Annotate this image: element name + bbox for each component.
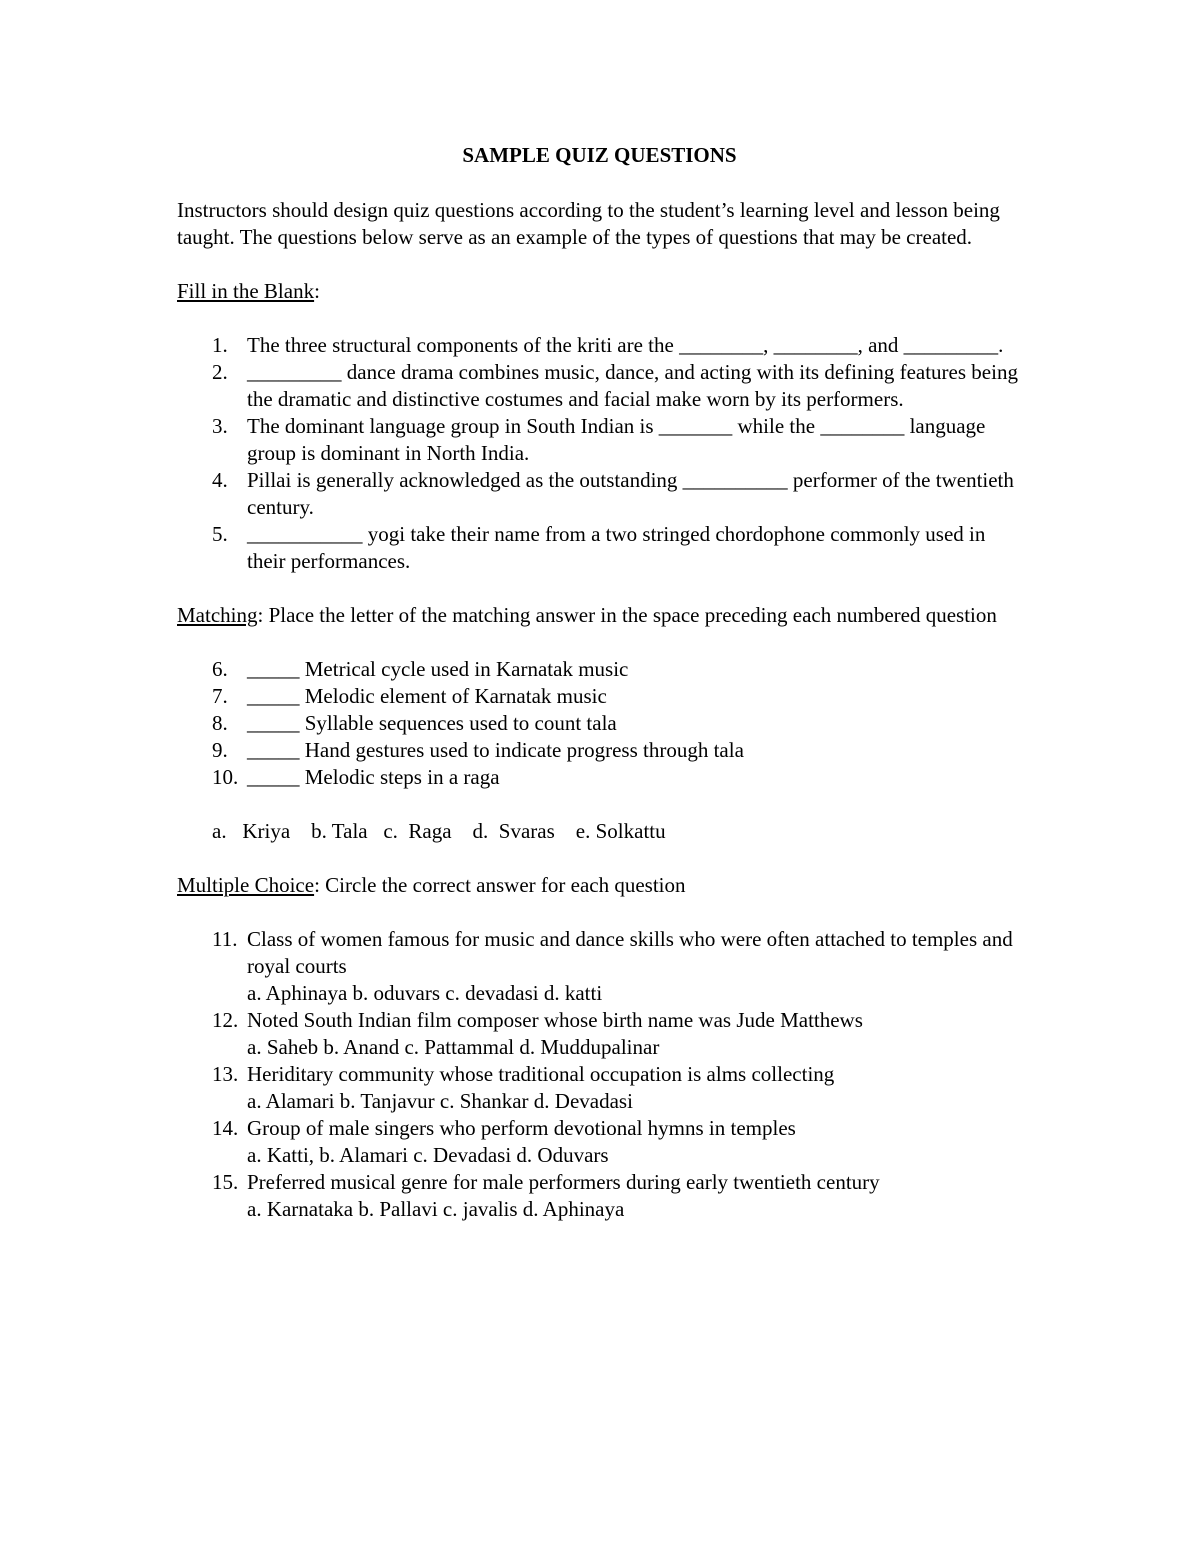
question-text: _____ Metrical cycle used in Karnatak music: [247, 657, 629, 681]
question-text: _____ Syllable sequences used to count tala: [247, 711, 617, 735]
question-text: _____ Melodic element of Karnatak music: [247, 684, 607, 708]
question-text: Preferred musical genre for male performers during early twentieth century: [247, 1170, 880, 1194]
answer-options: a. Saheb b. Anand c. Pattammal d. Muddupalinar: [247, 1035, 660, 1059]
fill-blank-heading-suffix: :: [314, 279, 320, 303]
list-item: [177, 926, 1027, 1007]
multiple-choice-heading-suffix: : Circle the correct answer for each question: [314, 873, 686, 897]
question-number: 5.: [212, 522, 228, 546]
question-text: _____ Melodic steps in a raga: [247, 765, 500, 789]
question-number: 15.: [212, 1170, 239, 1194]
list-item: [177, 467, 1027, 521]
question-number: 11.: [212, 927, 238, 951]
question-number: 6.: [212, 657, 228, 681]
question-text: Group of male singers who perform devotional hymns in temples: [247, 1116, 796, 1140]
question-number: 8.: [212, 711, 228, 735]
question-number: 4.: [212, 468, 228, 492]
question-text: ___________ yogi take their name from a two stringed chordophone commonly used in their performances.: [247, 522, 986, 573]
question-text: Pillai is generally acknowledged as the outstanding __________ performer of the twentieth century.: [247, 468, 1014, 519]
question-number: 1.: [212, 333, 228, 357]
list-item: [177, 359, 1027, 413]
page-title: SAMPLE QUIZ QUESTIONS: [462, 143, 737, 167]
question-text: The dominant language group in South Indian is _______ while the ________ language group is dominant in North India.: [247, 414, 986, 465]
question-number: 7.: [212, 684, 228, 708]
list-item: [177, 656, 1027, 683]
list-item: [177, 521, 1027, 575]
question-text: Heriditary community whose traditional occupation is alms collecting: [247, 1062, 835, 1086]
list-item: [177, 1007, 1027, 1061]
question-text: _____ Hand gestures used to indicate progress through tala: [247, 738, 744, 762]
question-number: 13.: [212, 1062, 239, 1086]
fill-blank-heading: [177, 278, 1027, 305]
question-number: 12.: [212, 1008, 239, 1032]
list-item: [177, 1115, 1027, 1169]
list-item: [177, 1061, 1027, 1115]
intro-paragraph: Instructors should design quiz questions according to the student’s learning level and lesson being taught. The questions below serve as an example of the types of questions that may be created.: [177, 198, 1000, 249]
question-number: 2.: [212, 360, 228, 384]
question-text: Class of women famous for music and dance skills who were often attached to temples and royal courts: [247, 927, 1013, 978]
multiple-choice-list: [177, 926, 1027, 1223]
list-item: [177, 764, 1027, 791]
matching-heading-label: Matching: [177, 603, 258, 627]
matching-heading-suffix: : Place the letter of the matching answer in the space preceding each numbered question: [257, 603, 997, 627]
matching-heading: [177, 602, 1027, 629]
document-page: [177, 142, 1027, 1223]
list-item: [177, 710, 1027, 737]
answer-options: a. Katti, b. Alamari c. Devadasi d. Oduvars: [247, 1143, 609, 1167]
list-item: [177, 737, 1027, 764]
question-text: Noted South Indian film composer whose birth name was Jude Matthews: [247, 1008, 863, 1032]
question-number: 9.: [212, 738, 228, 762]
question-number: 14.: [212, 1116, 239, 1140]
matching-answer-choices: a. Kriya b. Tala c. Raga d. Svaras e. Solkattu: [212, 819, 666, 843]
list-item: [177, 332, 1027, 359]
fill-blank-list: [177, 332, 1027, 575]
list-item: [177, 683, 1027, 710]
fill-blank-heading-label: Fill in the Blank: [177, 279, 315, 303]
list-item: [177, 413, 1027, 467]
multiple-choice-heading: [177, 872, 1027, 899]
question-text: The three structural components of the kriti are the ________, ________, and _________.: [247, 333, 1004, 357]
answer-options: a. Karnataka b. Pallavi c. javalis d. Aphinaya: [247, 1197, 625, 1221]
matching-list: [177, 656, 1027, 791]
question-text: _________ dance drama combines music, dance, and acting with its defining features being the dramatic and distinctive costumes and facial make worn by its performers.: [247, 360, 1018, 411]
question-number: 10.: [212, 765, 239, 789]
list-item: [177, 1169, 1027, 1223]
answer-options: a. Alamari b. Tanjavur c. Shankar d. Devadasi: [247, 1089, 633, 1113]
multiple-choice-heading-label: Multiple Choice: [177, 873, 315, 897]
answer-options: a. Aphinaya b. oduvars c. devadasi d. katti: [247, 981, 603, 1005]
question-number: 3.: [212, 414, 228, 438]
